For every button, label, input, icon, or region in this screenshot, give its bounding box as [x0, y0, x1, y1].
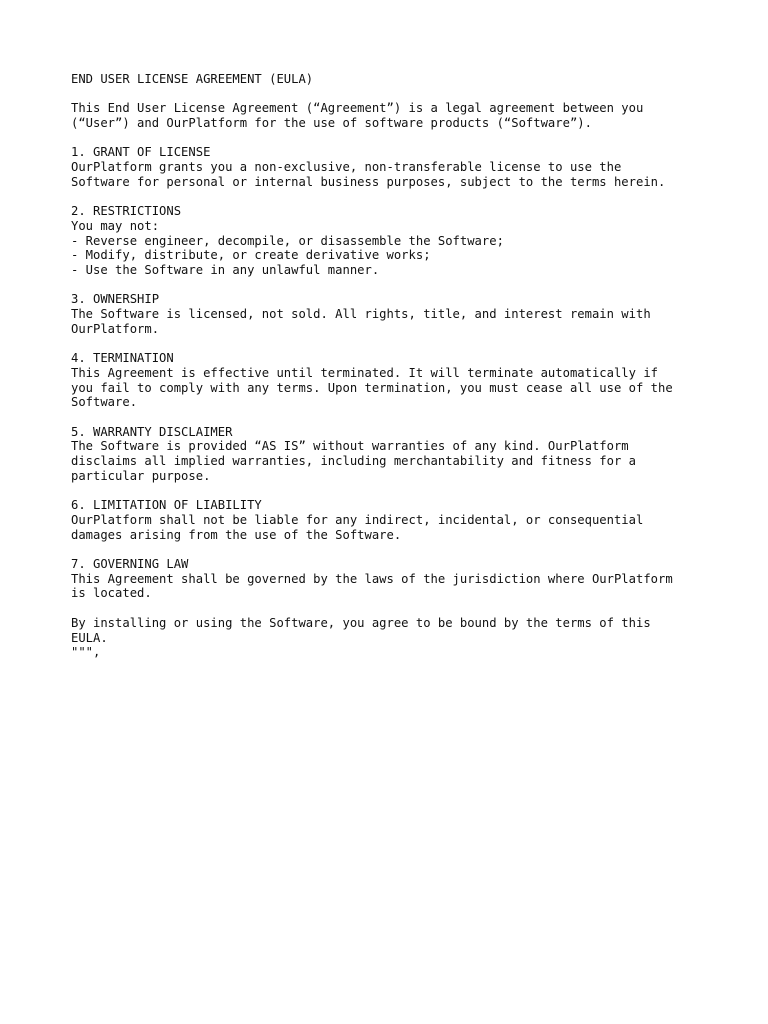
eula-document — [71, 72, 731, 660]
section-line: Software. — [71, 395, 138, 410]
section-line: damages arising from the use of the Software. — [71, 527, 402, 542]
spacer — [71, 601, 731, 616]
section-line: This Agreement is effective until terminated. It will terminate automatically if — [71, 365, 658, 380]
section-line: OurPlatform grants you a non-exclusive, non-transferable license to use the — [71, 160, 622, 175]
intro-line: This End User License Agreement (“Agreement”) is a legal agreement between you — [71, 101, 644, 116]
section-line: OurPlatform shall not be liable for any indirect, incidental, or consequential — [71, 512, 644, 527]
spacer — [71, 190, 731, 205]
section-line: - Modify, distribute, or create derivative works; — [71, 248, 431, 263]
spacer — [71, 131, 731, 146]
section-heading-restrictions: 2. RESTRICTIONS — [71, 204, 182, 219]
spacer — [71, 87, 731, 102]
section-line: - Use the Software in any unlawful manner. — [71, 263, 380, 278]
section-line: The Software is provided “AS IS” without warranties of any kind. OurPlatform — [71, 439, 629, 454]
section-heading-governing-law: 7. GOVERNING LAW — [71, 557, 189, 572]
section-line: OurPlatform. — [71, 321, 160, 336]
spacer — [71, 484, 731, 499]
closing-line: EULA. — [71, 630, 108, 645]
section-line: The Software is licensed, not sold. All rights, title, and interest remain with — [71, 307, 651, 322]
section-line: is located. — [71, 586, 152, 601]
spacer — [71, 410, 731, 425]
intro-line: (“User”) and OurPlatform for the use of software products (“Software”). — [71, 116, 592, 131]
section-line: particular purpose. — [71, 468, 211, 483]
section-line: - Reverse engineer, decompile, or disassemble the Software; — [71, 233, 504, 248]
section-line: disclaims all implied warranties, including merchantability and fitness for a — [71, 454, 636, 469]
section-heading-ownership: 3. OWNERSHIP — [71, 292, 160, 307]
spacer — [71, 278, 731, 293]
section-line: This Agreement shall be governed by the laws of the jurisdiction where OurPlatform — [71, 571, 673, 586]
section-heading-termination: 4. TERMINATION — [71, 351, 174, 366]
section-line: Software for personal or internal business purposes, subject to the terms herein. — [71, 174, 666, 189]
section-heading-warranty: 5. WARRANTY DISCLAIMER — [71, 424, 233, 439]
closing-line: By installing or using the Software, you agree to be bound by the terms of this — [71, 615, 651, 630]
closing-line: """, — [71, 645, 101, 660]
section-heading-grant: 1. GRANT OF LICENSE — [71, 145, 211, 160]
section-line: You may not: — [71, 218, 160, 233]
spacer — [71, 542, 731, 557]
document-title: END USER LICENSE AGREEMENT (EULA) — [71, 72, 314, 86]
section-heading-liability: 6. LIMITATION OF LIABILITY — [71, 498, 262, 513]
section-line: you fail to comply with any terms. Upon termination, you must cease all use of the — [71, 380, 673, 395]
spacer — [71, 337, 731, 352]
